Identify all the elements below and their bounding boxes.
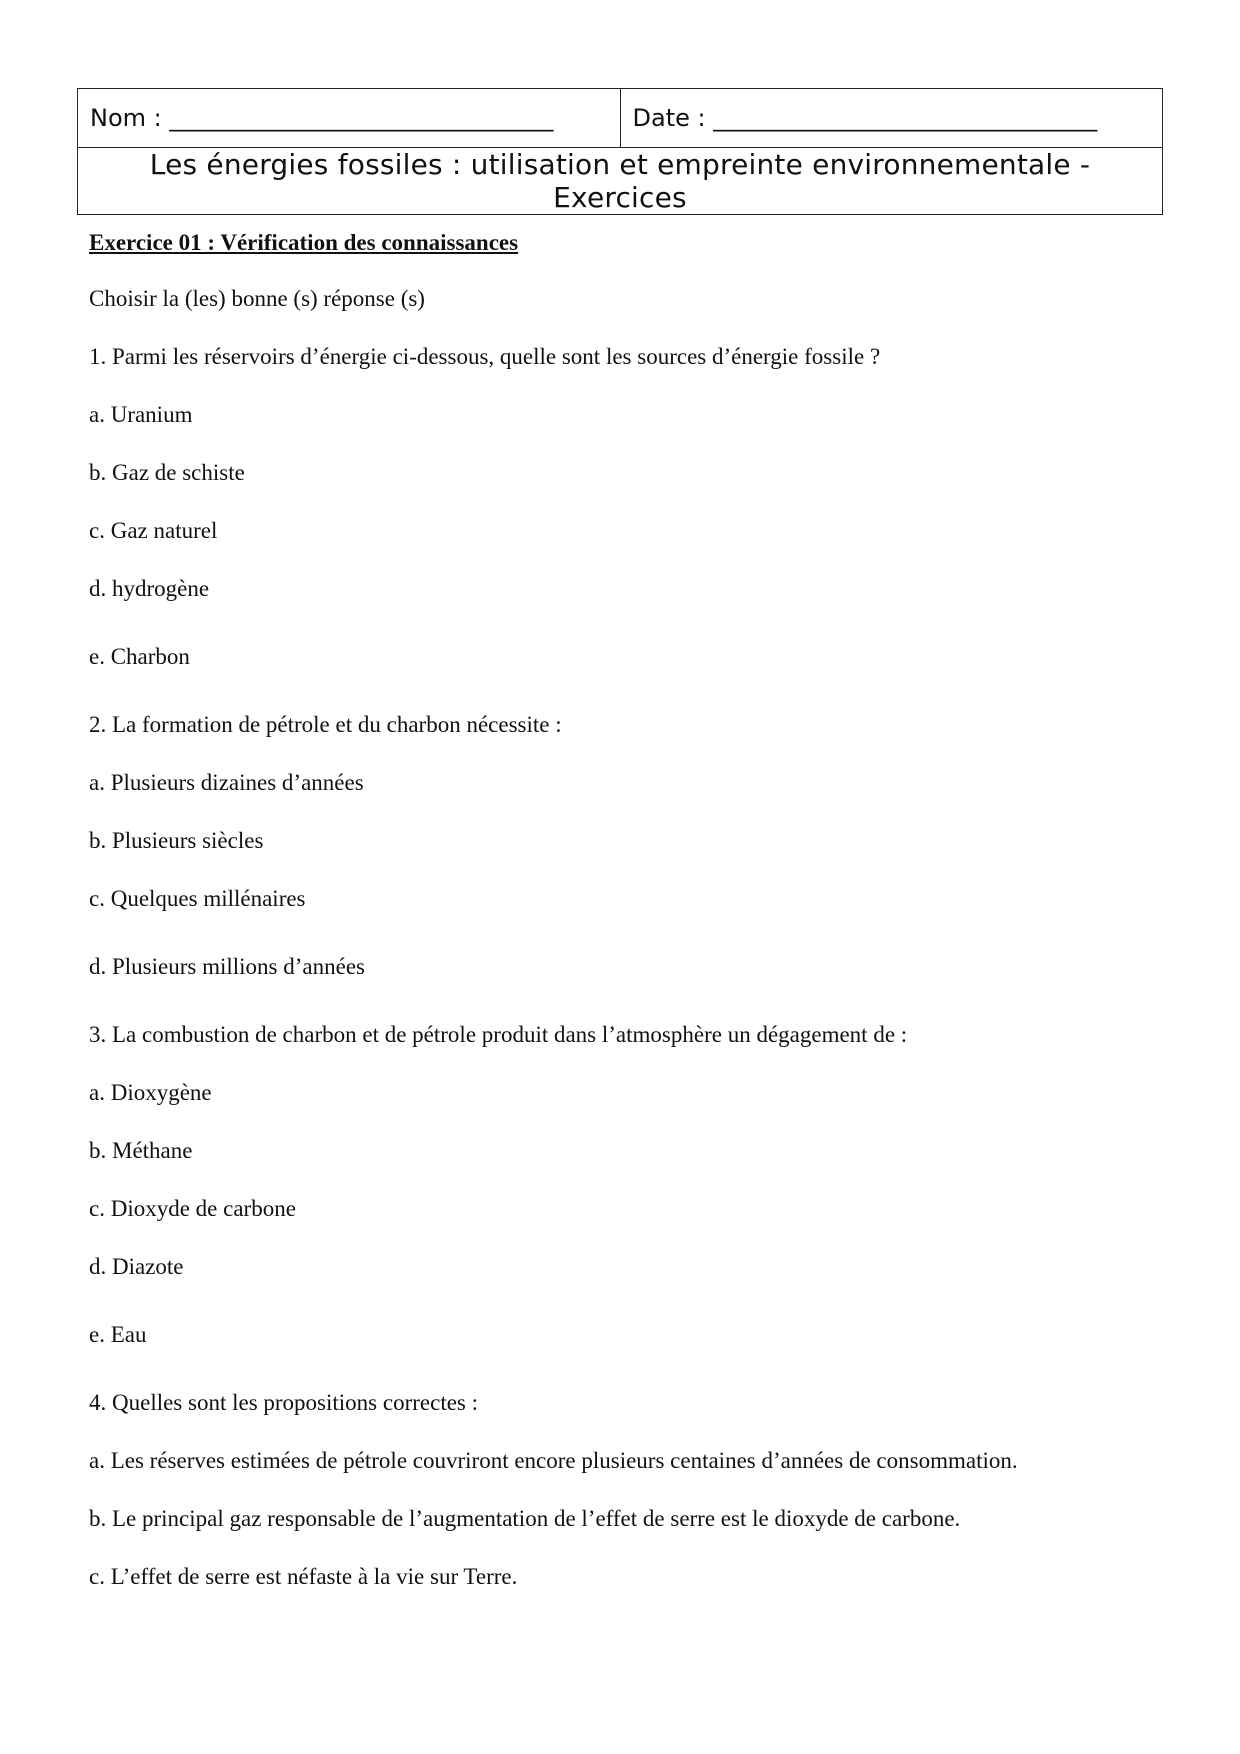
q2-option-d[interactable]: d. Plusieurs millions d’années	[89, 954, 365, 979]
nom-field[interactable]: Nom : ________________________________	[78, 89, 621, 148]
question-1: 1. Parmi les réservoirs d’énergie ci-dessous, quelle sont les sources d’énergie fossile ?	[89, 344, 881, 369]
question-3: 3. La combustion de charbon et de pétrole produit dans l’atmosphère un dégagement de :	[89, 1022, 908, 1047]
header-row-title	[78, 148, 1163, 215]
q2-option-a[interactable]: a. Plusieurs dizaines d’années	[89, 770, 364, 795]
header-row-fields	[78, 89, 1163, 148]
q3-option-a[interactable]: a. Dioxygène	[89, 1080, 212, 1105]
q1-option-e[interactable]: e. Charbon	[89, 644, 190, 669]
header-table	[77, 88, 1163, 215]
q3-option-c[interactable]: c. Dioxyde de carbone	[89, 1196, 296, 1221]
date-field[interactable]: Date : ________________________________	[620, 89, 1163, 148]
q3-option-b[interactable]: b. Méthane	[89, 1138, 193, 1163]
question-4: 4. Quelles sont les propositions correctes :	[89, 1390, 479, 1415]
q1-option-d[interactable]: d. hydrogène	[89, 576, 210, 601]
q2-option-c[interactable]: c. Quelques millénaires	[89, 886, 306, 911]
q1-option-a[interactable]: a. Uranium	[89, 402, 193, 427]
page-title: Les énergies fossiles : utilisation et empreinte environnementale - Exercices	[78, 148, 1163, 215]
instruction-text: Choisir la (les) bonne (s) réponse (s)	[89, 286, 425, 311]
question-2: 2. La formation de pétrole et du charbon nécessite :	[89, 712, 562, 737]
q1-option-c[interactable]: c. Gaz naturel	[89, 518, 218, 543]
q4-option-c[interactable]: c. L’effet de serre est néfaste à la vie sur Terre.	[89, 1564, 518, 1589]
q4-option-a[interactable]: a. Les réserves estimées de pétrole couvriront encore plusieurs centaines d’années de consommation.	[89, 1448, 1018, 1473]
q3-option-d[interactable]: d. Diazote	[89, 1254, 184, 1279]
exercise-title: Exercice 01 : Vérification des connaissances	[89, 230, 519, 255]
q1-option-b[interactable]: b. Gaz de schiste	[89, 460, 245, 485]
q2-option-b[interactable]: b. Plusieurs siècles	[89, 828, 264, 853]
q4-option-b[interactable]: b. Le principal gaz responsable de l’augmentation de l’effet de serre est le dioxyde de carbone.	[89, 1506, 961, 1531]
q3-option-e[interactable]: e. Eau	[89, 1322, 147, 1347]
